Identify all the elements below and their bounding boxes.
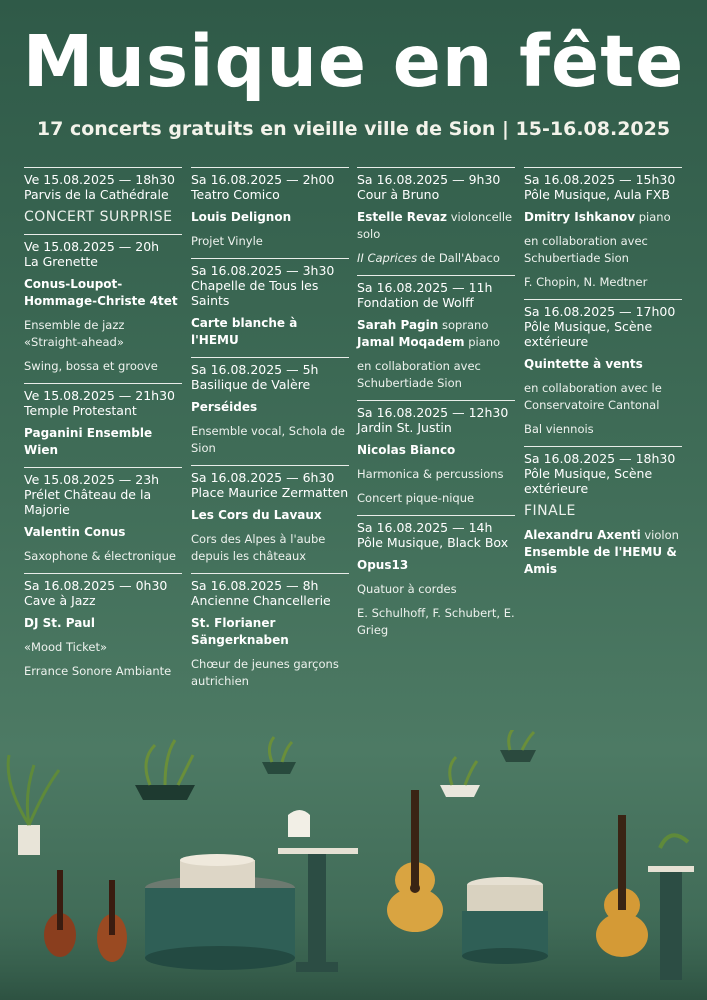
concert-performer: Nicolas Bianco (357, 443, 456, 457)
concert-datetime: Sa 16.08.2025 — 6h30 (191, 470, 335, 485)
hanging-plant-icon (440, 757, 480, 797)
concert-datetime: Ve 15.08.2025 — 23h (24, 472, 160, 487)
concert-datetime: Sa 16.08.2025 — 0h30 (24, 578, 168, 593)
concert-venue: Fondation de Wolff (357, 295, 474, 310)
concert-performer: Estelle Revaz (357, 210, 448, 224)
program-column-3 (357, 167, 515, 639)
concert-item (24, 573, 182, 680)
concert-venue: Cave à Jazz (24, 593, 96, 608)
concert-performer: Opus13 (357, 558, 409, 572)
instruments-illustration (0, 730, 707, 1000)
concert-venue: Pôle Musique, Black Box (357, 535, 509, 550)
concert-venue: Place Maurice Zermatten (191, 485, 349, 500)
potted-plant-icon (8, 755, 59, 855)
concert-datetime: Ve 15.08.2025 — 21h30 (24, 388, 175, 403)
concert-item (24, 383, 182, 459)
work-title: II Caprices (357, 251, 418, 265)
concert-description: Swing, bossa et groove (24, 359, 158, 373)
concert-item (524, 446, 682, 578)
concert-datetime: Sa 16.08.2025 — 14h (357, 520, 493, 535)
concert-performer: Paganini Ensemble Wien (24, 426, 153, 457)
concert-datetime: Ve 15.08.2025 — 18h30 (24, 172, 175, 187)
concert-item (24, 467, 182, 565)
concert-item (191, 258, 349, 349)
concert-performer: DJ St. Paul (24, 616, 95, 630)
poster-title: Musique en fête (22, 20, 685, 103)
concert-description: Harmonica & percussions (357, 467, 504, 481)
concert-datetime: Ve 15.08.2025 — 20h (24, 239, 160, 254)
concert-description: Cors des Alpes à l'aube depuis les châteaux (191, 532, 326, 563)
concert-performer: Carte blanche à l'HEMU (191, 316, 298, 347)
concert-description: Bal viennois (524, 422, 594, 436)
concert-datetime: Sa 16.08.2025 — 12h30 (357, 405, 509, 420)
guitar-icon (596, 815, 648, 957)
concert-performer: Jamal Moqadem (357, 335, 465, 349)
concert-item (191, 357, 349, 457)
concert-venue: Jardin St. Justin (357, 420, 452, 435)
concert-item (191, 465, 349, 565)
concert-performer: St. Florianer Sängerknaben (191, 616, 289, 647)
performer-instrument: piano (635, 210, 671, 224)
concert-performer: Sarah Pagin (357, 318, 439, 332)
concert-description: Quatuor à cordes (357, 582, 457, 596)
concert-venue: Pôle Musique, Scène extérieure (524, 466, 653, 496)
concert-item (357, 167, 515, 267)
concert-description: Chœur de jeunes garçons autrichien (191, 657, 339, 688)
poster-subtitle: 17 concerts gratuits en vieille ville de Sion | 15-16.08.2025 (36, 118, 671, 140)
program-column-2 (191, 167, 349, 690)
concert-description: Ensemble de jazz «Straight-ahead» (24, 318, 125, 349)
work-composer: de Dall'Abaco (417, 251, 500, 265)
concert-description: E. Schulhoff, F. Schubert, E. Grieg (357, 606, 515, 637)
concert-venue: Pôle Musique, Scène extérieure (524, 319, 653, 349)
concert-item (357, 515, 515, 639)
performer-instrument: soprano (438, 318, 489, 332)
concert-datetime: Sa 16.08.2025 — 9h30 (357, 172, 501, 187)
concert-venue: Temple Protestant (24, 403, 137, 418)
concert-description: en collaboration avec Schubertiade Sion (357, 359, 481, 390)
concert-venue: Cour à Bruno (357, 187, 440, 202)
concert-datetime: Sa 16.08.2025 — 3h30 (191, 263, 335, 278)
concert-performer: Perséides (191, 400, 258, 414)
concert-item (24, 167, 182, 226)
concert-venue: Basilique de Valère (191, 377, 311, 392)
concert-description: Errance Sonore Ambiante (24, 664, 172, 678)
concert-datetime: Sa 16.08.2025 — 11h (357, 280, 493, 295)
concert-datetime: Sa 16.08.2025 — 5h (191, 362, 319, 377)
guitar-icon (387, 790, 443, 932)
concert-venue: La Grenette (24, 254, 98, 269)
concert-datetime: Sa 16.08.2025 — 15h30 (524, 172, 676, 187)
drum-icon (145, 854, 295, 970)
concert-item (24, 234, 182, 375)
concert-description: Concert pique-nique (357, 491, 475, 505)
concert-description: en collaboration avec le Conservatoire Cantonal (524, 381, 662, 412)
concert-performer: Valentin Conus (24, 525, 126, 539)
program-column-4 (524, 167, 682, 578)
concert-venue: Prélet Château de la Majorie (24, 487, 152, 517)
concert-item (191, 573, 349, 690)
performer-instrument: violoncelle solo (357, 210, 513, 241)
concert-performer: Louis Delignon (191, 210, 292, 224)
concert-description: en collaboration avec Schubertiade Sion (524, 234, 648, 265)
concert-venue: Ancienne Chancellerie (191, 593, 331, 608)
concert-venue: Chapelle de Tous les Saints (191, 278, 319, 308)
program-column-1 (24, 167, 182, 680)
hanging-plant-icon (500, 730, 536, 762)
concert-venue: Pôle Musique, Aula FXB (524, 187, 670, 202)
concert-datetime: Sa 16.08.2025 — 2h00 (191, 172, 335, 187)
concert-special: CONCERT SURPRISE (24, 209, 173, 225)
concert-performer: Les Cors du Lavaux (191, 508, 322, 522)
concert-special: FINALE (524, 503, 576, 519)
concert-venue: Parvis de la Cathédrale (24, 187, 169, 202)
drum-icon (462, 877, 548, 964)
performer-instrument: violon (640, 528, 679, 542)
concert-datetime: Sa 16.08.2025 — 18h30 (524, 451, 676, 466)
concert-datetime: Sa 16.08.2025 — 17h00 (524, 304, 676, 319)
concert-performer: Ensemble de l'HEMU & Amis (524, 545, 677, 576)
concert-description: F. Chopin, N. Medtner (524, 275, 648, 289)
concert-item (357, 400, 515, 507)
hanging-plant-icon (135, 740, 195, 800)
concert-datetime: Sa 16.08.2025 — 8h (191, 578, 319, 593)
violin-icon (97, 880, 127, 962)
concert-performer: Dmitry Ishkanov (524, 210, 636, 224)
concert-performer: Conus-Loupot-Hommage-Christe 4tet (24, 277, 178, 308)
concert-item (191, 167, 349, 250)
concert-description: «Mood Ticket» (24, 640, 108, 654)
concert-description: Projet Vinyle (191, 234, 263, 248)
performer-instrument: piano (464, 335, 501, 349)
hanging-plant-icon (262, 737, 296, 774)
concert-performer: Alexandru Axenti (524, 528, 641, 542)
concert-performer: Quintette à vents (524, 357, 643, 371)
concert-venue: Teatro Comico (191, 187, 280, 202)
concert-item (524, 167, 682, 291)
concert-item (524, 299, 682, 438)
concert-description: Ensemble vocal, Schola de Sion (191, 424, 345, 455)
concert-item (357, 275, 515, 392)
concert-description: Saxophone & électronique (24, 549, 176, 563)
